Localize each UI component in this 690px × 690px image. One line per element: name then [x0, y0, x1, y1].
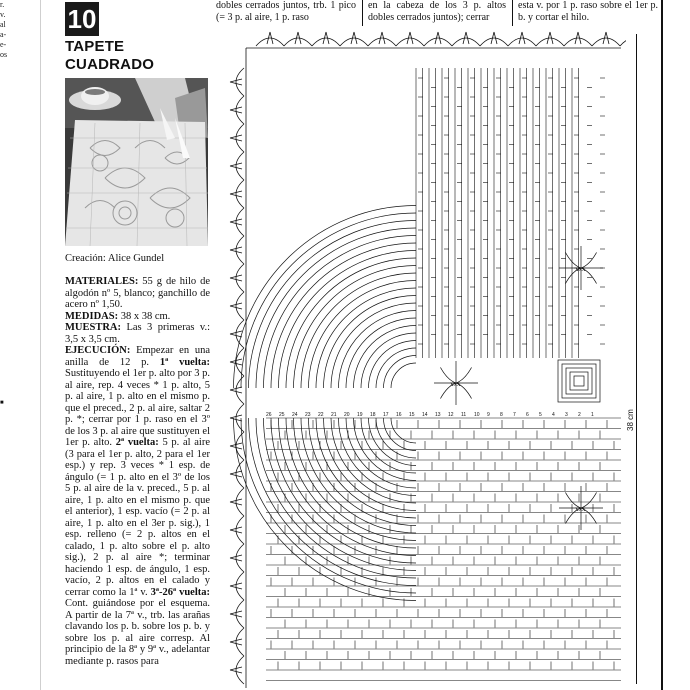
corner-arc: [271, 418, 416, 563]
row-number: 1: [591, 412, 594, 418]
title-line-1: TAPETE: [65, 38, 125, 55]
page-fold: [40, 0, 41, 690]
row-number: 20: [344, 412, 350, 418]
chart-corner-arcs: [234, 206, 417, 601]
edge-scallop: [284, 38, 312, 46]
doily-photo: [65, 78, 208, 246]
edge-scallop: [236, 376, 244, 404]
corner-arc: [234, 418, 417, 601]
chart-stitch-grid: [266, 68, 621, 681]
corner-arc: [391, 363, 416, 388]
row-number: 3: [565, 412, 568, 418]
edge-scallop: [236, 544, 244, 572]
column-rule: [362, 0, 363, 26]
corner-arc: [256, 418, 416, 578]
edge-scallop: [236, 656, 244, 684]
facing-page-mark: ■: [0, 400, 4, 406]
row-number: 7: [513, 412, 516, 418]
row-number: 2: [578, 412, 581, 418]
edge-scallop: [368, 38, 396, 46]
row-number: 22: [318, 412, 324, 418]
corner-arc: [376, 418, 416, 458]
top-text-column-3: esta v. por 1 p. raso sobre el 1er p. b. y cortar el hilo.: [518, 0, 658, 23]
corner-arc: [234, 206, 417, 389]
row-number: 17: [383, 412, 389, 418]
chart-row-numbers: [266, 412, 594, 418]
corner-arc: [384, 356, 417, 389]
edge-scallop: [236, 236, 244, 264]
corner-arc: [256, 228, 416, 388]
row-number: 23: [305, 412, 311, 418]
edge-scallop: [452, 38, 480, 46]
corner-arc: [286, 258, 416, 388]
edge-scallop: [236, 124, 244, 152]
row-number: 12: [448, 412, 454, 418]
materials-paragraph: MATERIALES: 55 g de hilo de algodón nº 5, blanco; ganchillo de acero nº 1,50.: [65, 276, 210, 310]
edge-scallop: [424, 38, 452, 46]
edge-scallop: [620, 38, 626, 46]
edge-scallop: [256, 38, 284, 46]
execution-paragraph: EJECUCIÓN: Empezar en una anilla de 12 p. 1ª vuelta: Sustituyendo el 1er p. alto por 3 p. al aire, rep. 4 veces * 1 p. alto, 5 p. al aire, 1 p. alto en el mismo p. que el preced., 2 p. al aire, saltar 2 p. *; cerrar por 1 p. raso en el 3º de los 3 p. al aire que sustituyen el 1er p. alto. 2ª vuelta: 5 p. al aire (3 para el 1er p. alto, 2 para el 1er esp.) y rep. 3 veces * 1 esp. de ángulo (= 1 p. alto en el 3º de los 5 p. al aire de la v. preced., 5 p. al aire, 1 p. alto en el mismo p. que el anterior), 1 esp. vacío (= 2 p. al aire, 1 p. alto en el 3er p. sig.), 1 esp. relleno (= 2 p. altos en el calado, 1 p. alto sobre el p. alto sig.), 2 p. al aire *; terminar haciendo 1 esp. de ángulo, 1 esp. vacío, 2 p. altos en el calado y cerrar como la 1ª v. 3ª-26ª vuelta: Cont. guiándose por el esquema. A partir de la 7ª v., trb. las arañas clavando los p. b. sobre los p. b. y sobre los p. al aire corresp. Al principio de la 8ª y 9ª v., adelantar mediante p. rasos para: [65, 345, 211, 667]
edge-scallop: [508, 38, 536, 46]
row-number: 5: [539, 412, 542, 418]
edge-scallop: [236, 264, 244, 292]
center-square: [574, 376, 584, 386]
edge-scallop: [480, 38, 508, 46]
chart-spider-motifs: [434, 246, 603, 530]
row-number: 10: [474, 412, 480, 418]
center-square: [558, 360, 600, 402]
corner-arc: [346, 318, 416, 388]
corner-arc: [286, 418, 416, 548]
corner-arc: [331, 303, 416, 388]
corner-arc: [301, 418, 416, 533]
measures-paragraph: MEDIDAS: 38 x 38 cm.: [65, 310, 171, 322]
corner-arc: [316, 288, 416, 388]
row-number: 8: [500, 412, 503, 418]
instructions-column: [65, 0, 210, 690]
edge-scallop: [236, 516, 244, 544]
corner-arc: [324, 296, 417, 389]
pattern-number-badge: 10: [65, 2, 99, 36]
corner-arc: [324, 418, 417, 511]
corner-arc: [301, 273, 416, 388]
dimension-line: [636, 34, 637, 684]
row-number: 18: [370, 412, 376, 418]
facing-page-fragment: r. v. al a- e- os: [0, 0, 8, 59]
pattern-title: [65, 38, 210, 74]
corner-arc: [279, 418, 417, 556]
edge-scallop: [592, 38, 620, 46]
edge-scallop: [236, 152, 244, 180]
row-number: 25: [279, 412, 285, 418]
spider-center: xxx: [450, 380, 461, 388]
edge-scallop: [236, 404, 244, 432]
row-number: 9: [487, 412, 490, 418]
row-number: 4: [552, 412, 555, 418]
center-square: [562, 364, 596, 398]
corner-arc: [316, 418, 416, 518]
center-square: [570, 372, 588, 390]
row-number: 24: [292, 412, 298, 418]
row-number: 16: [396, 412, 402, 418]
corner-arc: [376, 348, 416, 388]
edge-scallop: [236, 292, 244, 320]
row-number: 14: [422, 412, 428, 418]
doily-photo-illustration: [65, 78, 208, 246]
corner-arc: [294, 266, 417, 389]
edge-scallop: [236, 600, 244, 628]
edge-scallop: [236, 96, 244, 124]
spider-center: xxx: [575, 505, 586, 513]
row-number: 13: [435, 412, 441, 418]
row-number: 21: [331, 412, 337, 418]
row-number: 26: [266, 412, 272, 418]
corner-arc: [331, 418, 416, 503]
edge-scallop: [236, 208, 244, 236]
edge-scallop: [236, 572, 244, 600]
top-text-column-2: en la cabeza de los 3 p. altos dobles cerrados juntos); cerrar: [368, 0, 506, 23]
edge-scallop: [236, 320, 244, 348]
row-number: 11: [461, 412, 467, 418]
row-number: 19: [357, 412, 363, 418]
edge-scallop: [236, 68, 244, 96]
column-rule: [512, 0, 513, 26]
sample-paragraph: MUESTRA: Las 3 primeras v.: 3,5 x 3,5 cm.: [65, 322, 210, 345]
designer-credit: Creación: Alice Gundel: [65, 253, 165, 264]
edge-scallop: [536, 38, 564, 46]
instructions-text: [65, 276, 210, 667]
edge-scallop: [236, 180, 244, 208]
edge-scallop: [396, 38, 424, 46]
dimension-label: 38 cm: [626, 409, 635, 431]
page-border: [661, 0, 663, 690]
edge-scallop: [236, 628, 244, 656]
corner-arc: [241, 418, 416, 593]
corner-arc: [271, 243, 416, 388]
edge-scallop: [236, 460, 244, 488]
edge-scallop: [312, 38, 340, 46]
crochet-chart: [226, 28, 626, 690]
edge-scallop: [340, 38, 368, 46]
title-line-2: CUADRADO: [65, 56, 155, 73]
edge-scallop: [236, 488, 244, 516]
corner-arc: [279, 251, 417, 389]
top-text-column-1: dobles cerrados juntos, trb. 1 pico (= 3 p. al aire, 1 p. raso: [216, 0, 356, 23]
corner-arc: [241, 213, 416, 388]
edge-scallop: [564, 38, 592, 46]
row-number: 6: [526, 412, 529, 418]
corner-arc: [249, 221, 417, 389]
spider-center: xxx: [575, 265, 586, 273]
row-number: 15: [409, 412, 415, 418]
